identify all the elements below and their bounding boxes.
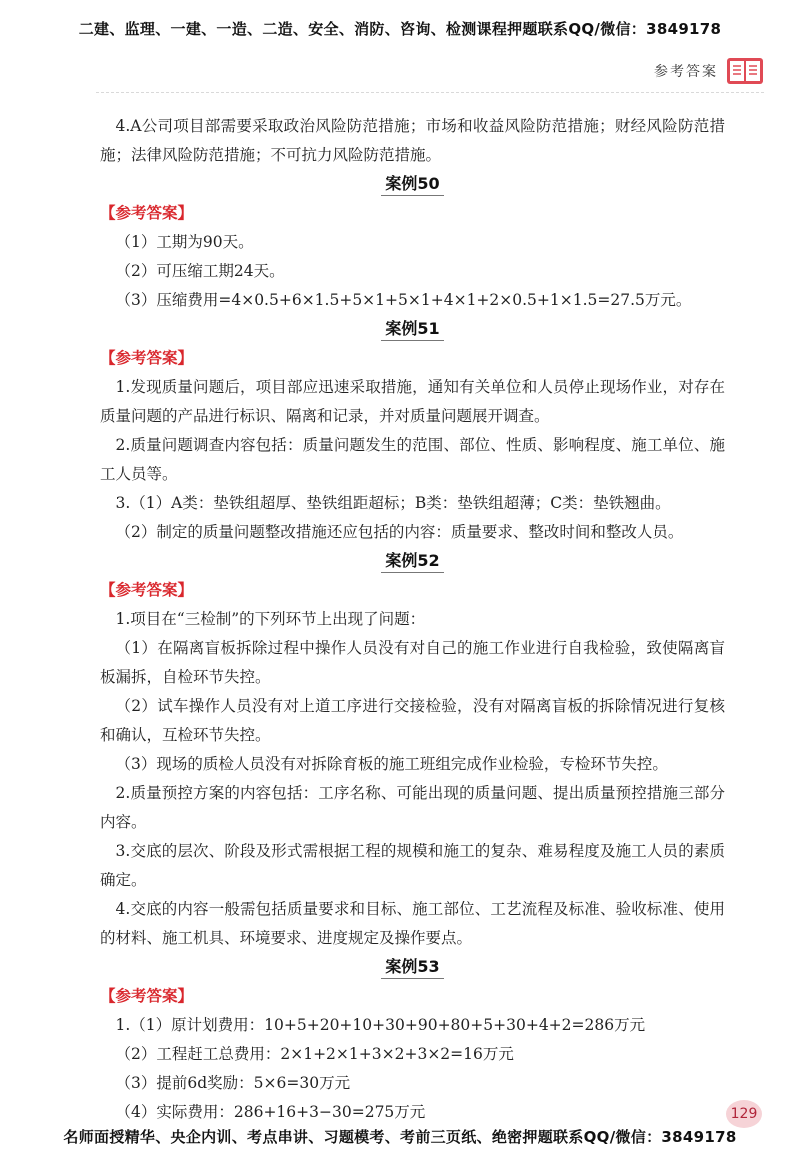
case52-line: （1）在隔离盲板拆除过程中操作人员没有对自己的施工作业进行自我检验，致使隔离盲板漏拆，自检环节失控。 (100, 639, 725, 686)
case50-title-text: 案例50 (381, 173, 443, 196)
page-number: 129 (726, 1100, 762, 1128)
case53-answer-label: 【参考答案】 (100, 987, 194, 1005)
case51-answer-label: 【参考答案】 (100, 349, 194, 367)
case52-line: 2.质量预控方案的内容包括：工序名称、可能出现的质量问题、提出质量预控措施三部分内容。 (100, 784, 725, 831)
case51-title (100, 315, 725, 343)
case50-line: （1）工期为90天。 (115, 233, 254, 251)
case52-title-text: 案例52 (381, 550, 443, 573)
case51-line: （2）制定的质量问题整改措施还应包括的内容：质量要求、整改时间和整改人员。 (115, 523, 684, 541)
case51-title-text: 案例51 (381, 318, 443, 341)
case52-line: 4.交底的内容一般需包括质量要求和目标、施工部位、工艺流程及标准、验收标准、使用的材料、施工机具、环境要求、进度规定及操作要点。 (100, 900, 725, 947)
case53-title-text: 案例53 (381, 956, 443, 979)
case51-line: 1.发现质量问题后，项目部应迅速采取措施，通知有关单位和人员停止现场作业，对存在质量问题的产品进行标识、隔离和记录，并对质量问题展开调查。 (100, 378, 725, 425)
case53-title (100, 953, 725, 981)
case53-line: （2）工程赶工总费用：2×1+2×1+3×2+3×2=16万元 (115, 1045, 514, 1063)
case53-line: （4）实际费用：286+16+3−30=275万元 (115, 1103, 426, 1121)
case50-title (100, 170, 725, 198)
case53-line: 1.（1）原计划费用：10+5+20+10+30+90+80+5+30+4+2=286万元 (115, 1016, 646, 1034)
case52-answer-label: 【参考答案】 (100, 581, 194, 599)
main-content (100, 112, 725, 1127)
case51-line: 3.（1）A类：垫铁组超厚、垫铁组距超标；B类：垫铁组超薄；C类：垫铁翘曲。 (115, 494, 671, 512)
case52-line: （3）现场的质检人员没有对拆除育板的施工班组完成作业检验，专检环节失控。 (115, 755, 668, 773)
case53-line: （3）提前6d奖励：5×6=30万元 (115, 1074, 351, 1092)
intro-paragraph: 4.A公司项目部需要采取政治风险防范措施；市场和收益风险防范措施；财经风险防范措施；法律风险防范措施；不可抗力风险防范措施。 (100, 117, 725, 164)
section-tag: 参考答案 (654, 64, 718, 80)
header-divider (96, 92, 764, 93)
case52-line: （2）试车操作人员没有对上道工序进行交接检验，没有对隔离盲板的拆除情况进行复核和确认，互检环节失控。 (100, 697, 725, 744)
case52-line: 3.交底的层次、阶段及形式需根据工程的规模和施工的复杂、难易程度及施工人员的素质确定。 (100, 842, 725, 889)
case50-answer-label: 【参考答案】 (100, 204, 194, 222)
book-icon (726, 56, 764, 86)
case50-line: （3）压缩费用=4×0.5+6×1.5+5×1+5×1+4×1+2×0.5+1×1.5=27.5万元。 (115, 291, 692, 309)
footer-banner: 名师面授精华、央企内训、考点串讲、习题模考、考前三页纸、绝密押题联系QQ/微信：3849178 (63, 1128, 737, 1146)
case52-title (100, 547, 725, 575)
case52-line: 1.项目在“三检制”的下列环节上出现了问题： (115, 610, 426, 628)
top-banner: 二建、监理、一建、一造、二造、安全、消防、咨询、检测课程押题联系QQ/微信：3849178 (78, 20, 722, 38)
case50-line: （2）可压缩工期24天。 (115, 262, 285, 280)
case51-line: 2.质量问题调查内容包括：质量问题发生的范围、部位、性质、影响程度、施工单位、施工人员等。 (100, 436, 725, 483)
